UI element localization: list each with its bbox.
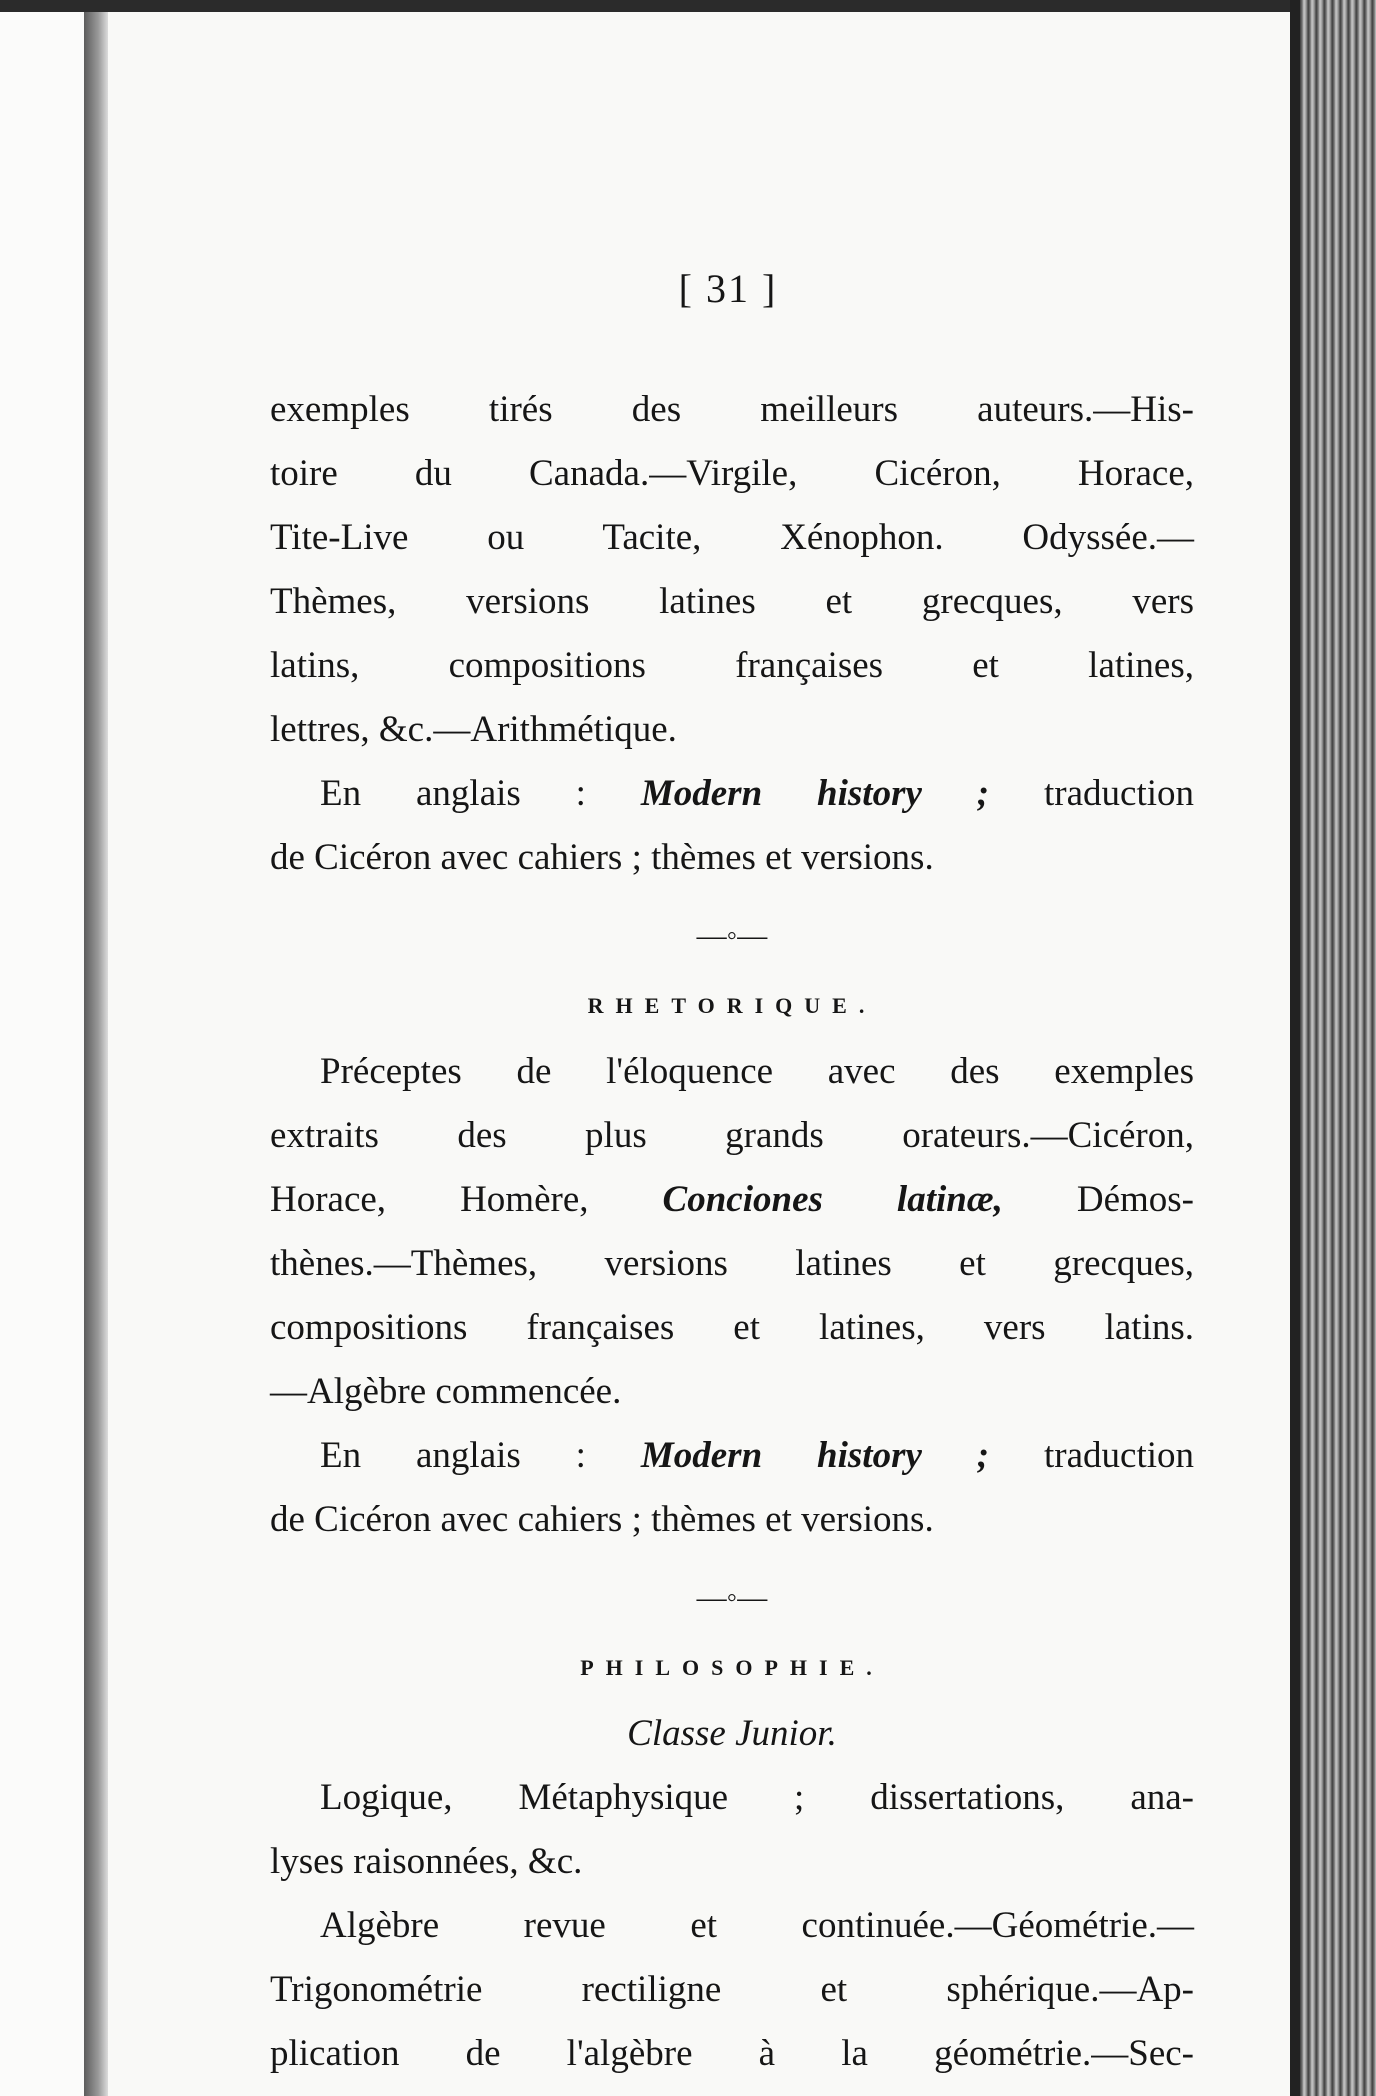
text-line: latins, compositions françaises et latines, — [270, 645, 1194, 686]
gutter-shadow — [84, 12, 108, 2096]
modern-history-italic: Modern history ; — [640, 773, 990, 814]
conciones-latinae-italic: Conciones latinæ, — [662, 1179, 1003, 1220]
page-stack-edge — [1300, 0, 1376, 2096]
text-line: Thèmes, versions latines et grecques, vers — [270, 581, 1194, 622]
anglais-rest: traduction — [1044, 1435, 1195, 1476]
modern-history-italic: Modern history ; — [640, 1435, 990, 1476]
anglais-line — [270, 762, 1194, 826]
scan-top-border — [0, 0, 1376, 12]
text-line: compositions françaises et latines, vers latins. — [270, 1307, 1194, 1348]
section-heading-rhetorique: RHETORIQUE. — [587, 993, 877, 1018]
ornament-divider: —◦— — [696, 1581, 768, 1614]
text-line: Tite-Live ou Tacite, Xénophon. Odyssée.— — [270, 517, 1194, 558]
text-line: lyses raisonnées, &c. — [270, 1841, 583, 1882]
text-line: Trigonométrie rectiligne et sphérique.—Ap- — [270, 1969, 1194, 2010]
anglais-prefix: En anglais : — [320, 1435, 586, 1476]
page-text — [270, 378, 1194, 2086]
text-line: lettres, &c.—Arithmétique. — [270, 709, 677, 750]
text-fragment: Horace, Homère, — [270, 1179, 589, 1220]
subheading-classe-junior: Classe Junior. — [627, 1713, 837, 1754]
text-line: Algèbre revue et continuée.—Géométrie.— — [320, 1905, 1194, 1946]
anglais-line — [270, 1424, 1194, 1488]
text-line: thènes.—Thèmes, versions latines et grecques, — [270, 1243, 1194, 1284]
left-margin — [0, 12, 84, 2096]
text-line: toire du Canada.—Virgile, Cicéron, Horace, — [270, 453, 1194, 494]
text-line: de Cicéron avec cahiers ; thèmes et versions. — [270, 837, 934, 878]
page-number: [ 31 ] — [678, 266, 778, 311]
text-line: extraits des plus grands orateurs.—Cicéron, — [270, 1115, 1194, 1156]
text-line-with-italic — [270, 1168, 1194, 1232]
ornament-divider: —◦— — [696, 919, 768, 952]
text-line: Préceptes de l'éloquence avec des exemples — [320, 1051, 1194, 1092]
anglais-rest: traduction — [1044, 773, 1195, 814]
text-line: plication de l'algèbre à la géométrie.—Sec- — [270, 2033, 1194, 2074]
text-line: —Algèbre commencée. — [270, 1371, 622, 1412]
text-fragment: Démos- — [1076, 1179, 1195, 1220]
anglais-prefix: En anglais : — [320, 773, 586, 814]
text-line: de Cicéron avec cahiers ; thèmes et versions. — [270, 1499, 934, 1540]
text-line: Logique, Métaphysique ; dissertations, ana- — [320, 1777, 1194, 1818]
section-heading-philosophie: PHILOSOPHIE. — [580, 1655, 884, 1680]
text-line: exemples tirés des meilleurs auteurs.—His- — [270, 389, 1194, 430]
